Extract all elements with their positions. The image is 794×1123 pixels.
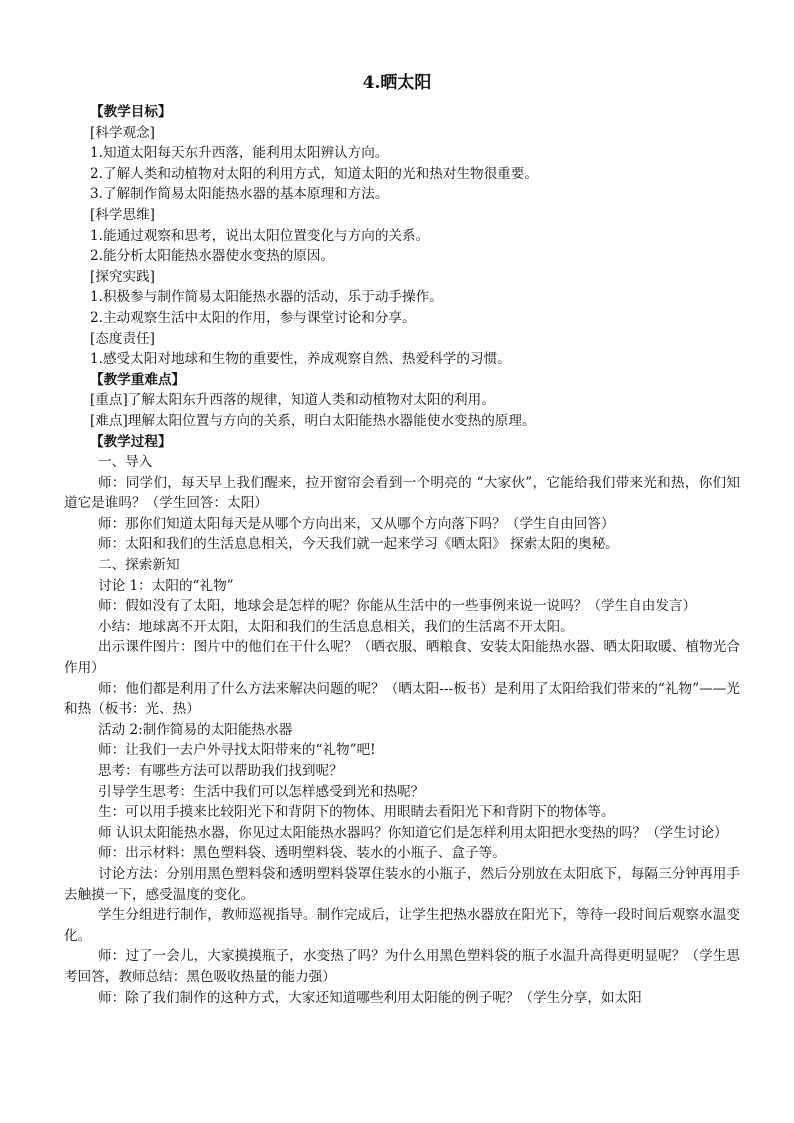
section-heading: 【教学重难点】 <box>90 371 186 388</box>
paragraph-line: 1.积极参与制作简易太阳能热水器的活动，乐于动手操作。 <box>90 289 443 306</box>
paragraph-line: [难点]理解太阳位置与方向的关系，明白太阳能热水器能使水变热的原理。 <box>90 412 536 429</box>
paragraph-line: 讨论方法：分别用黑色塑料袋和透明塑料袋罩住装水的小瓶子，然后分别放在太阳底下，每隔三分钟再用手去触摸一下，感受温度的变化。 <box>64 865 740 903</box>
paragraph-line: 引导学生思考：生活中我们可以怎样感受到光和热呢？ <box>98 783 425 800</box>
paragraph-line: 师：过了一会儿，大家摸摸瓶子，水变热了吗？为什么用黑色塑料袋的瓶子水温升高得更明显呢？（学生思考回答，教师总结：黑色吸收热量的能力强） <box>64 948 740 985</box>
paragraph-line: 思考：有哪些方法可以帮助我们找到呢？ <box>98 763 343 779</box>
paragraph-line: 出示课件图片：图片中的他们在干什么呢？（晒衣服、晒粮食、安装太阳能热水器、晒太阳取暖、植物光合作用） <box>64 639 740 677</box>
paragraph-line: 师：太阳和我们的生活息息相关，今天我们就一起来学习《晒太阳》 探索太阳的奥秘。 <box>98 536 619 553</box>
paragraph-line: 2.能分析太阳能热水器使水变热的原因。 <box>90 248 335 265</box>
paragraph-line: 小结：地球离不开太阳，太阳和我们的生活息息相关，我们的生活离不开太阳。 <box>98 618 574 635</box>
section-heading: 【教学过程】 <box>90 433 172 450</box>
page-title: 4.晒太阳 <box>362 73 432 93</box>
paragraph-line: 师：让我们一去户外寻找太阳带来的“礼物”吧! <box>98 742 376 759</box>
paragraph-line: 生：可以用手摸来比较阳光下和背阴下的物体、用眼睛去看阳光下和背阴下的物体等。 <box>98 804 615 821</box>
paragraph-line: 师：假如没有了太阳，地球会是怎样的呢？你能从生活中的一些事例来说一说吗？（学生自由发言） <box>98 598 697 615</box>
paragraph-line: 1.感受太阳对地球和生物的重要性，养成观察自然、热爱科学的习惯。 <box>90 351 511 368</box>
paragraph-line: 活动 2:制作简易的太阳能热水器 <box>98 721 293 738</box>
paragraph-line: 1.能通过观察和思考，说出太阳位置变化与方向的关系。 <box>90 227 430 244</box>
paragraph-line: 师：除了我们制作的这种方式，大家还知道哪些利用太阳能的例子呢？（学生分享，如太阳 <box>98 989 642 1006</box>
paragraph-line: 二、探索新知 <box>98 557 180 574</box>
paragraph-line: [科学思维] <box>90 206 155 223</box>
paragraph-line: 一、导入 <box>98 454 153 471</box>
paragraph-line: [态度责任] <box>90 330 155 347</box>
paragraph-line: [科学观念] <box>90 124 155 141</box>
paragraph-line: 师 认识太阳能热水器，你见过太阳能热水器吗？你知道它们是怎样利用太阳把水变热的吗？（学生讨论） <box>98 824 728 841</box>
paragraph-line: 学生分组进行制作，教师巡视指导。制作完成后，让学生把热水器放在阳光下，等待一段时间后观察水温变化。 <box>64 907 740 944</box>
paragraph-line: [探究实践] <box>90 268 155 285</box>
paragraph-line: 师：那你们知道太阳每天是从哪个方向出来，又从哪个方向落下吗？（学生自由回答） <box>98 515 615 532</box>
paragraph-line: 2.了解人类和动植物对太阳的利用方式，知道太阳的光和热对生物很重要。 <box>90 165 538 182</box>
paragraph-line: [重点]了解太阳东升西落的规律，知道人类和动植物对太阳的利用。 <box>90 392 495 409</box>
paragraph-line: 2.主动观察生活中太阳的作用，参与课堂讨论和分享。 <box>90 309 416 326</box>
paragraph-line: 师：他们都是利用了什么方法来解决问题的呢？（晒太阳---板书）是利用了太阳给我们带来的“礼物”——光和热（板书：光、热） <box>64 680 740 718</box>
paragraph-line: 讨论 1：太阳的“礼物” <box>98 577 234 594</box>
paragraph-line: 师：出示材料：黑色塑料袋、透明塑料袋、装水的小瓶子、盒子等。 <box>98 845 506 862</box>
document-body <box>64 102 740 1008</box>
paragraph-line: 3.了解制作简易太阳能热水器的基本原理和方法。 <box>90 186 389 203</box>
paragraph-line: 师：同学们，每天早上我们醒来，拉开窗帘会看到一个明亮的 “大家伙”，它能给我们带来光和热，你们知道它是谁吗？（学生回答：太阳） <box>64 474 740 512</box>
paragraph-line: 1.知道太阳每天东升西落，能利用太阳辨认方向。 <box>90 145 389 162</box>
section-heading: 【教学目标】 <box>90 104 172 120</box>
